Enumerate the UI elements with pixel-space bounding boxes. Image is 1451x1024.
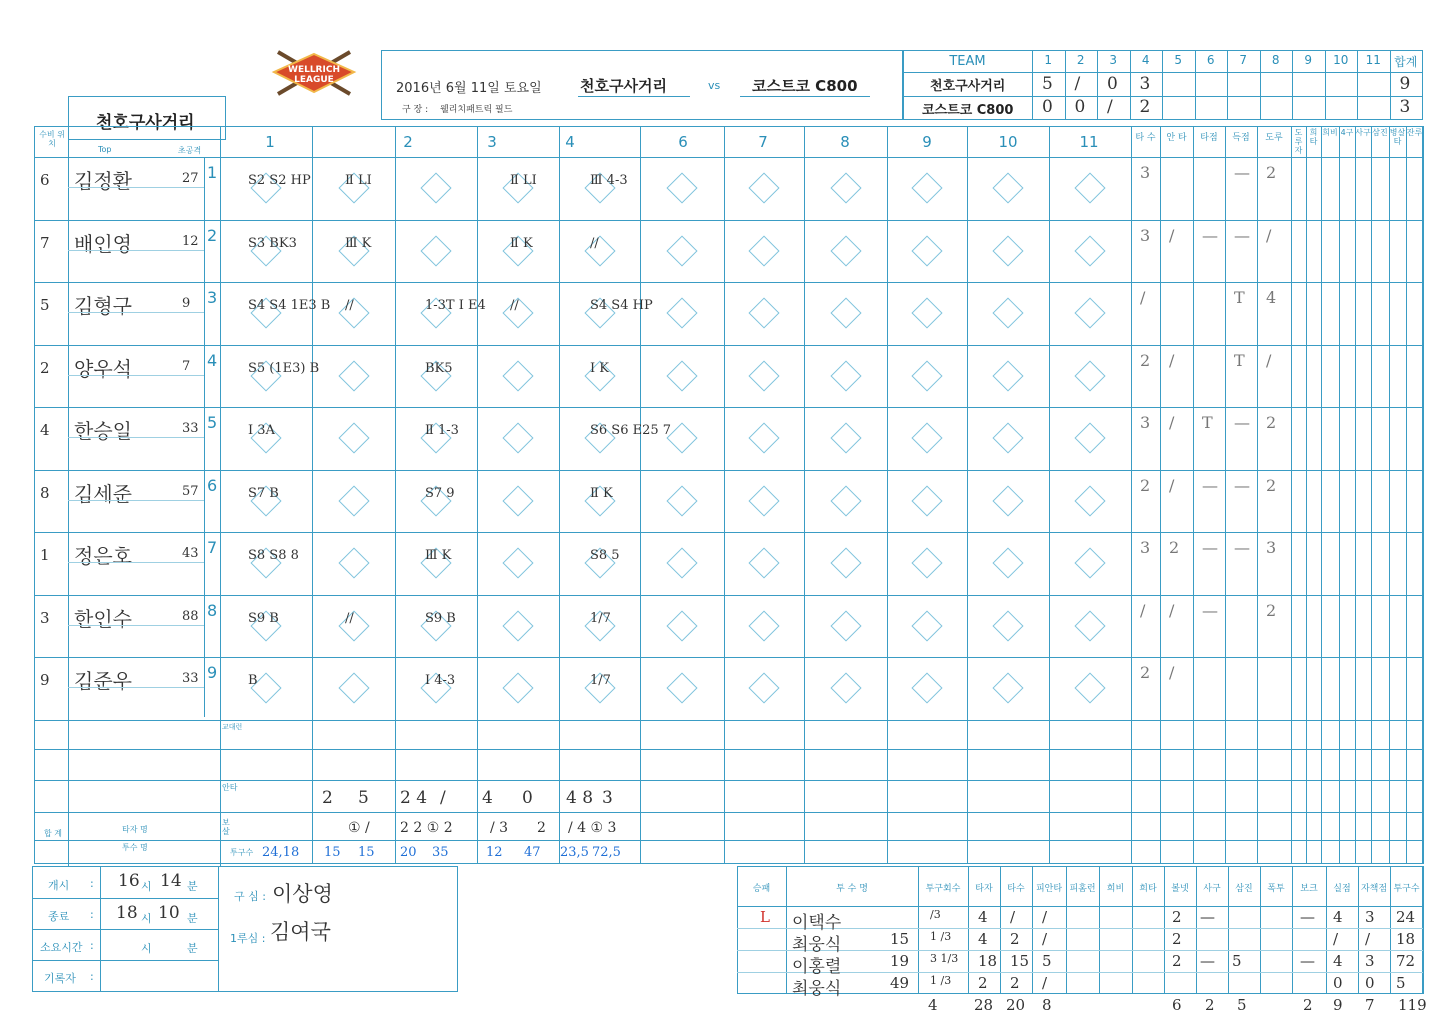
scoreboard-inning-header: 8 — [1271, 53, 1280, 67]
player-position: 4 — [40, 421, 50, 439]
pitcher-hits: 5 — [1042, 952, 1052, 970]
player-name: 김준우 — [74, 669, 132, 693]
at-bat-mark: BK5 — [425, 360, 453, 376]
start-hour: 16 — [118, 871, 140, 891]
stat-header: 타 수 — [1135, 133, 1156, 143]
player-number: 43 — [182, 546, 199, 561]
pitcher-innings: 1 /3 — [930, 930, 952, 943]
scoreboard-run: / — [1074, 74, 1081, 94]
logo-text: WELLRICH LEAGUE — [288, 65, 340, 85]
pitcher-batters: 4 — [978, 930, 988, 948]
player-stat: / — [1169, 663, 1175, 682]
pitcher-er: 3 — [1365, 952, 1375, 970]
scoreboard-inning-header: 10 — [1333, 53, 1349, 67]
inning-header: 6 — [678, 133, 688, 151]
home-team: 천호구사거리 — [580, 77, 667, 95]
hour-unit: 시 — [141, 880, 152, 893]
player-position: 8 — [40, 483, 50, 502]
pitcher-er: 0 — [1365, 974, 1375, 992]
scoreboard-inning-header: 7 — [1239, 53, 1248, 67]
player-stat: / — [1169, 413, 1175, 432]
stat-header: 희타 — [1309, 128, 1318, 146]
at-bat-mark: S3 BK3 — [248, 235, 297, 251]
pitcher-runs: 4 — [1333, 908, 1343, 926]
pitching-total-runs: 9 — [1333, 996, 1343, 1014]
pitching-total-hits: 8 — [1042, 996, 1052, 1014]
scoreboard-inning-header: 3 — [1109, 53, 1118, 67]
pitcher-hbp: — — [1200, 908, 1215, 926]
player-stat: 3 — [1140, 413, 1151, 432]
scoreboard-inning-header: 2 — [1076, 53, 1085, 67]
stat-header: 타점 — [1200, 133, 1218, 143]
scoreboard-inning-header: 5 — [1174, 53, 1183, 67]
stat-header: 잔루 — [1406, 128, 1423, 137]
pitching-total-er: 7 — [1365, 996, 1375, 1014]
pitcher-batters: 18 — [978, 952, 998, 970]
player-stat: T — [1202, 413, 1213, 432]
first-base-umpire: 김여국 — [270, 920, 331, 944]
league-logo — [268, 48, 360, 98]
pitching-header: 타자 — [975, 884, 993, 894]
player-stat: 2 — [1266, 600, 1277, 620]
pitcher-innings: 1 /3 — [930, 974, 952, 987]
at-bat-mark: S4 S4 HP — [590, 298, 653, 313]
at-bat-mark: S6 S6 E25 7 — [590, 423, 672, 438]
at-bat-mark: Ⅱ K — [510, 235, 533, 251]
inning-hits: 4 8 — [566, 788, 594, 808]
player-name: 한승일 — [74, 419, 132, 443]
player-name: 배인영 — [74, 231, 132, 256]
scoreboard-run: 0 — [1107, 74, 1118, 94]
stat-header: 삼진 — [1372, 128, 1388, 137]
player-stat: — — [1234, 163, 1250, 182]
inning-hits: / — [440, 788, 446, 808]
plate-umpire: 이상영 — [272, 882, 333, 906]
min-unit: 분 — [187, 912, 198, 925]
batting-order: 8 — [207, 600, 218, 620]
player-name: 김정환 — [74, 169, 132, 193]
recorder-label: 기록자 — [44, 972, 76, 985]
inning-pitches: 24,18 — [262, 845, 300, 860]
pitcher-ab: / — [1010, 908, 1016, 926]
player-position: 5 — [40, 296, 50, 314]
at-bat-mark: // — [345, 610, 354, 626]
inning-header: 11 — [1079, 133, 1099, 151]
player-stat: — — [1202, 538, 1218, 557]
scoreboard-row-1-team: 천호구사거리 — [930, 79, 1006, 94]
pitcher-ab: 2 — [1010, 974, 1020, 992]
player-name: 김형구 — [74, 294, 132, 318]
player-stat: / — [1266, 350, 1272, 370]
hits-label: 안타 — [222, 783, 238, 792]
player-stat: — — [1234, 475, 1250, 495]
hour-unit: 시 — [141, 942, 152, 955]
at-bat-mark: Ⅰ 4-3 — [425, 673, 456, 688]
scoreboard-inning-header: 4 — [1141, 53, 1150, 67]
inning-pitches: 72,5 — [592, 845, 621, 860]
pitcher-result: L — [760, 908, 770, 926]
totals-label: 합 계 — [44, 829, 62, 838]
player-stat: 3 — [1140, 225, 1151, 245]
pitching-header: 자책점 — [1360, 884, 1388, 894]
player-stat: / — [1140, 288, 1146, 307]
stat-header: 득점 — [1232, 133, 1250, 143]
vs-label: vs — [708, 79, 721, 92]
end-hour: 18 — [116, 903, 138, 923]
player-number: 88 — [182, 608, 199, 624]
inning-hits: 3 — [602, 788, 613, 808]
inning-walks: / 3 — [490, 820, 509, 836]
pitching-total-so: 5 — [1237, 996, 1247, 1014]
inning-pitches: 20 — [400, 845, 417, 860]
away-team: 코스트코 C800 — [752, 77, 858, 95]
scoreboard-run: / — [1107, 97, 1113, 117]
pitches-label: 투구수 — [230, 848, 254, 857]
pitching-total-pitches: 119 — [1398, 996, 1427, 1014]
pitcher-name: 이택수 — [792, 913, 842, 933]
player-stat: — — [1202, 225, 1218, 245]
player-stat: — — [1202, 475, 1218, 495]
at-bat-mark: // — [510, 298, 519, 313]
pitcher-bk: — — [1300, 952, 1315, 970]
pitcher-er: 3 — [1365, 908, 1375, 926]
game-date: 2016년 6월 11일 토요일 — [396, 81, 542, 96]
player-stat: / — [1140, 600, 1146, 620]
inning-pitches: 15 — [324, 845, 341, 860]
inning-header: 3 — [487, 133, 497, 151]
scoreboard-total-header: 합계 — [1394, 55, 1418, 69]
inning-walks: 2 2 ① 2 — [400, 820, 453, 836]
plate-umpire-label: 구 심 : — [234, 890, 266, 903]
player-stat: / — [1266, 225, 1272, 245]
lineup-team-name: 천호구사거리 — [96, 113, 195, 133]
pitcher-pitches: 24 — [1396, 908, 1416, 926]
player-stat: 2 — [1266, 413, 1277, 432]
player-number: 12 — [182, 233, 199, 249]
pitcher-name: 최웅식 — [792, 979, 842, 999]
pitcher-hbp: — — [1200, 952, 1215, 970]
player-stat: 2 — [1266, 475, 1277, 495]
inning-pitches: 35 — [432, 845, 449, 860]
inning-hits: 4 — [482, 788, 493, 808]
at-bat-mark: Ⅰ K — [590, 360, 609, 376]
first-base-umpire-label: 1루심 : — [230, 932, 266, 945]
pitcher-bk: — — [1300, 908, 1315, 926]
player-stat: 3 — [1266, 538, 1277, 557]
inning-header: 4 — [565, 133, 575, 151]
inning-hits: 5 — [358, 788, 369, 808]
colon: : — [90, 939, 94, 952]
player-stat: T — [1234, 350, 1245, 370]
player-stat: T — [1234, 288, 1245, 307]
at-bat-mark: Ⅰ 3A — [248, 423, 275, 438]
player-stat: 3 — [1140, 163, 1151, 182]
stat-header: 4구 — [1340, 128, 1354, 137]
pitcher-pitches: 5 — [1396, 974, 1406, 992]
player-position: 7 — [40, 233, 50, 252]
at-bat-mark: 1/7 — [590, 610, 611, 626]
pitching-total-innings: 4 — [928, 996, 938, 1014]
end-min: 10 — [158, 903, 180, 923]
player-stat: 2 — [1140, 663, 1151, 682]
player-name: 김세준 — [74, 481, 132, 506]
col-back-header: 초공격 — [178, 146, 202, 155]
inning-header: 10 — [998, 133, 1018, 151]
batting-order: 9 — [207, 663, 218, 682]
at-bat-mark: Ⅲ 4-3 — [590, 173, 628, 188]
player-position: 2 — [40, 358, 50, 377]
pitcher-name: 최웅식 — [792, 935, 842, 955]
pitching-header: 실점 — [1333, 884, 1351, 894]
at-bat-mark: S9 B — [425, 610, 456, 626]
scoreboard-run: 0 — [1042, 97, 1053, 117]
stat-header: 사구 — [1355, 128, 1371, 137]
at-bat-mark: Ⅱ LI — [510, 173, 537, 188]
inning-hits: 2 4 — [400, 788, 428, 808]
stadium-label: 구 장 : — [402, 105, 429, 115]
player-stat: / — [1169, 600, 1175, 620]
at-bat-mark: S5 (1E3) B — [248, 360, 320, 376]
stat-header: 도루자 — [1294, 128, 1303, 155]
pitcher-runs: 4 — [1333, 952, 1343, 970]
pitcher-so: 5 — [1232, 952, 1242, 970]
player-stat: / — [1169, 475, 1175, 495]
player-name: 정은호 — [74, 544, 132, 568]
player-stat: 2 — [1266, 163, 1277, 182]
at-bat-mark: B — [248, 673, 258, 688]
min-unit: 분 — [187, 880, 198, 893]
pitcher-batters: 2 — [978, 974, 988, 992]
pitcher-er: / — [1365, 930, 1371, 948]
inning-header: 9 — [922, 133, 932, 151]
inning-header: 2 — [403, 133, 413, 151]
scoreboard-total: 9 — [1399, 74, 1411, 94]
player-number: 33 — [182, 671, 199, 686]
pitching-header: 피홈런 — [1069, 884, 1096, 894]
player-stat: 2 — [1140, 350, 1151, 370]
scoreboard-inning-header: 6 — [1206, 53, 1215, 67]
batting-order: 7 — [207, 538, 218, 557]
pitching-header: 타수 — [1007, 884, 1025, 894]
col-top-header: Top — [98, 145, 112, 154]
player-stat: 3 — [1140, 538, 1151, 557]
pitcher-bb: 2 — [1172, 930, 1182, 948]
pitcher-innings: /3 — [930, 908, 941, 921]
colon: : — [90, 877, 94, 890]
at-bat-mark: Ⅲ K — [425, 548, 452, 563]
inning-walks: / 4 ① 3 — [568, 820, 617, 836]
pitching-header: 희타 — [1139, 884, 1157, 894]
pitcher-hits: / — [1042, 974, 1048, 992]
col-position-header: 수비 위치 — [39, 130, 65, 148]
inning-hits: 0 — [522, 788, 533, 808]
scoreboard-inning-header: 1 — [1044, 53, 1053, 67]
pitcher-name: 이홍렬 — [792, 957, 842, 977]
pitcher-hits: / — [1042, 930, 1048, 948]
player-position: 1 — [40, 546, 50, 564]
at-bat-mark: Ⅱ 1-3 — [425, 423, 459, 438]
scoreboard-run: 5 — [1042, 74, 1053, 94]
stat-header: 안 타 — [1166, 133, 1187, 143]
player-stat: — — [1234, 225, 1250, 245]
pitcher-innings: 3 1/3 — [930, 952, 959, 965]
start-label: 개시 — [48, 879, 70, 892]
batting-order: 3 — [207, 288, 218, 307]
batting-order: 2 — [207, 225, 218, 245]
player-number: 33 — [182, 421, 199, 436]
pitching-header: 사구 — [1203, 884, 1221, 894]
pitching-total-ab: 20 — [1006, 996, 1026, 1014]
player-stat: 2 — [1140, 475, 1151, 495]
pitching-header: 폭투 — [1267, 884, 1285, 894]
at-bat-mark: S8 S8 8 — [248, 548, 299, 563]
inning-hits: 2 — [322, 788, 333, 808]
at-bat-mark: 1-3T Ⅰ E4 — [425, 298, 486, 313]
pitching-total-batters: 28 — [974, 996, 994, 1014]
inning-header: 7 — [758, 133, 768, 151]
inning-walks: 2 — [537, 820, 546, 836]
scoreboard-total: 3 — [1399, 97, 1411, 117]
pitching-header: 투구회수 — [925, 884, 961, 894]
pitching-total-bk: 2 — [1303, 996, 1313, 1014]
end-label: 종료 — [48, 910, 70, 923]
pitcher-runs: / — [1333, 930, 1339, 948]
inning-pitches: 12 — [486, 845, 503, 860]
totals-pitchers-label: 투수 명 — [122, 843, 148, 852]
scoreboard-inning-header: 11 — [1365, 53, 1381, 67]
pitching-total-bb: 6 — [1172, 996, 1182, 1014]
walks-label: 보 살 — [222, 818, 230, 836]
pitcher-batters: 4 — [978, 908, 988, 926]
inning-pitches: 23,5 — [560, 845, 589, 860]
scoreboard-row-2-team: 코스트코 C800 — [922, 103, 1014, 118]
pitching-header: 희비 — [1106, 884, 1125, 894]
player-position: 6 — [40, 171, 50, 189]
at-bat-mark: S9 B — [248, 610, 279, 626]
inning-header: 1 — [265, 133, 275, 151]
pitcher-bb: 2 — [1172, 952, 1182, 970]
player-number: 7 — [182, 358, 191, 374]
at-bat-mark: S2 S2 HP — [248, 173, 311, 188]
pitching-header: 볼넷 — [1171, 884, 1189, 894]
player-stat: — — [1202, 600, 1218, 620]
stat-header: 병살타 — [1389, 128, 1406, 146]
inning-walks: ① / — [348, 820, 370, 836]
player-stat: — — [1234, 538, 1250, 557]
scoreboard-run: 0 — [1074, 97, 1086, 117]
pitcher-pitches: 72 — [1396, 952, 1416, 970]
player-name: 한인수 — [74, 606, 132, 631]
player-number: 57 — [182, 483, 199, 499]
batting-order: 4 — [207, 350, 218, 370]
totals-batters-label: 타자 명 — [122, 825, 148, 834]
pitcher-ab: 2 — [1010, 930, 1020, 948]
player-stat: 4 — [1266, 288, 1277, 307]
pitcher-bb: 2 — [1172, 908, 1182, 926]
player-position: 3 — [40, 608, 50, 627]
pitching-header: 승패 — [752, 884, 771, 894]
player-stat: / — [1169, 350, 1175, 370]
player-position: 9 — [40, 671, 50, 689]
stat-header: 희비 — [1322, 128, 1338, 137]
batting-order: 6 — [207, 475, 218, 495]
start-min: 14 — [160, 871, 182, 891]
colon: : — [90, 908, 94, 921]
at-bat-mark: S7 B — [248, 485, 279, 501]
pitching-header: 투구수 — [1393, 884, 1420, 894]
at-bat-mark: // — [590, 235, 599, 251]
pitcher-ab: 15 — [1010, 952, 1030, 970]
pitcher-runs: 0 — [1333, 974, 1343, 992]
duration-label: 소요시간 — [40, 941, 83, 954]
min-unit: 분 — [187, 942, 198, 955]
pitcher-hits: / — [1042, 908, 1048, 926]
player-name: 양우석 — [74, 356, 132, 381]
player-stat: 2 — [1169, 538, 1180, 557]
replacement-label: 교대런 — [222, 723, 243, 731]
inning-pitches: 15 — [358, 845, 375, 860]
pitcher-pitches: 18 — [1396, 930, 1416, 948]
pitching-header: 삼진 — [1235, 884, 1253, 894]
at-bat-mark: S7 9 — [425, 485, 455, 501]
player-number: 9 — [182, 296, 191, 311]
pitching-header: 보크 — [1300, 884, 1318, 894]
at-bat-mark: Ⅱ K — [590, 485, 613, 501]
pitcher-num: 19 — [890, 952, 910, 970]
pitching-header: 투 수 명 — [836, 884, 868, 894]
pitcher-num: 49 — [890, 974, 910, 992]
at-bat-mark: 1/7 — [590, 673, 611, 688]
at-bat-mark: // — [345, 298, 354, 313]
hour-unit: 시 — [141, 912, 152, 925]
batting-order: 5 — [207, 413, 218, 432]
scoreboard-team-header: TEAM — [949, 54, 986, 69]
pitching-total-hbp: 2 — [1205, 996, 1215, 1014]
colon: : — [90, 970, 94, 983]
scoreboard-run: 2 — [1139, 97, 1151, 117]
stadium-name: 웰리치패트릭 필드 — [440, 105, 513, 115]
inning-pitches: 47 — [524, 845, 541, 860]
scoreboard-inning-header: 9 — [1304, 53, 1313, 67]
at-bat-mark: S4 S4 1E3 B — [248, 298, 331, 313]
player-stat: — — [1234, 413, 1250, 432]
at-bat-mark: Ⅱ LI — [345, 173, 372, 188]
pitching-header: 피안타 — [1035, 884, 1063, 894]
player-number: 27 — [182, 171, 199, 186]
inning-header: 8 — [840, 133, 850, 151]
at-bat-mark: Ⅲ K — [345, 235, 372, 251]
player-stat: / — [1169, 225, 1175, 245]
scoreboard-run: 3 — [1139, 74, 1151, 94]
pitcher-num: 15 — [890, 930, 910, 948]
at-bat-mark: S8 5 — [590, 548, 620, 563]
stat-header: 도루 — [1265, 133, 1283, 143]
batting-order: 1 — [207, 163, 218, 182]
